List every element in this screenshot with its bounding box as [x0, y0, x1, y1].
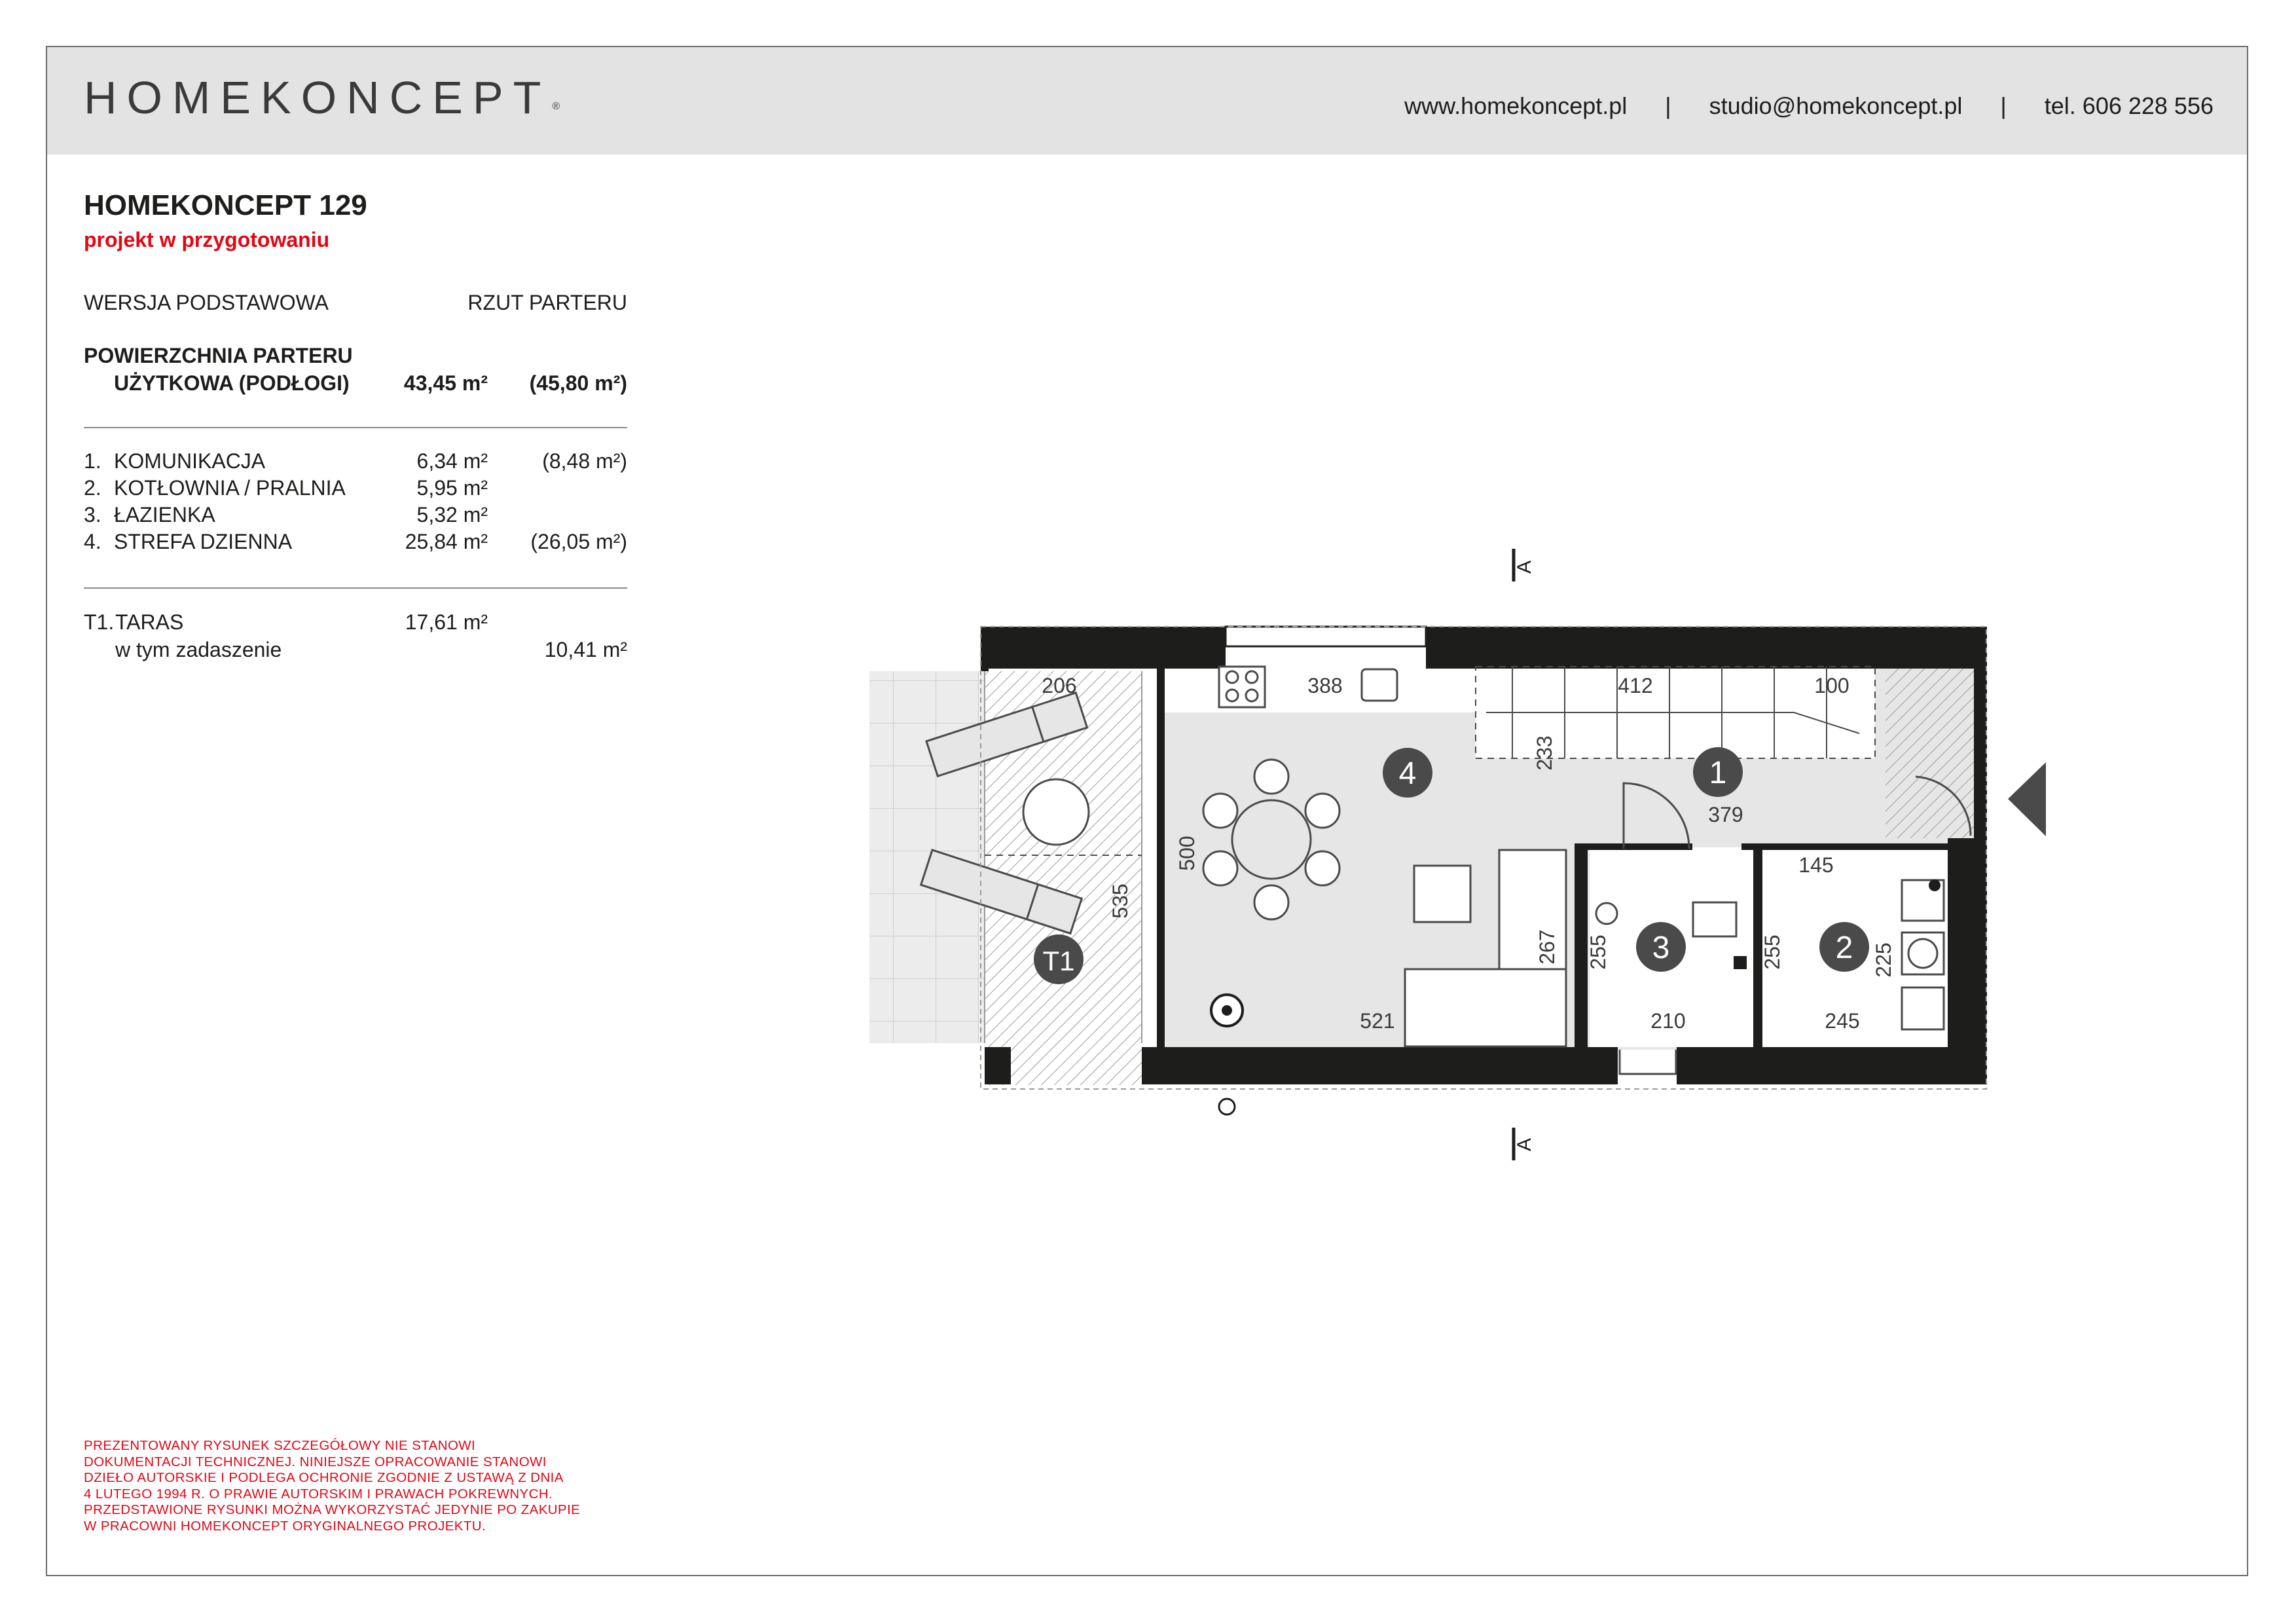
section-marker-bottom: [1514, 1128, 1535, 1160]
room-area: 6,34 m²: [416, 449, 488, 473]
kitchen-sink: [1362, 669, 1397, 701]
email-link[interactable]: studio@homekoncept.pl: [1709, 92, 1963, 119]
separator: |: [2000, 92, 2007, 119]
terrace-covered-label: w tym zadaszenie: [115, 638, 282, 661]
entrance-arrow-icon: [2008, 762, 2046, 836]
room-floor-area: (26,05 m²): [530, 530, 627, 553]
room-number: 1.: [84, 449, 101, 473]
room-number: 2.: [84, 476, 101, 500]
room-floor-area: (8,48 m²): [542, 449, 627, 473]
svg-text:T1: T1: [1042, 946, 1075, 976]
view-label: RZUT PARTERU: [467, 291, 627, 314]
room-name: STREFA DZIENNA: [114, 530, 293, 553]
legal-disclaimer: PREZENTOWANY RYSUNEK SZCZEGÓŁOWY NIE STANOWI DOKUMENTACJI TECHNICZNEJ. NINIEJSZE OPRACOWANIE STANOWI DZIEŁO AUTORSKIE I PODLEGA OCHRONIE ZGODNIE Z USTAWĄ Z DNIA 4 LUTEGO 1994 R. O PRAWIE AUTORSKIM I PRAWACH POKREWNYCH. PRZEDSTAWIONE RYSUNKI MOŻNA WYKORZYSTAĆ JEDYNIE PO ZAKUPIE W PRACOWNI HOMEKONCEPT ORYGINALNEGO PROJEKTU.: [84, 1438, 581, 1534]
room-name: KOMUNIKACJA: [114, 449, 266, 473]
dimension-label: 412: [1618, 674, 1653, 697]
project-status: projekt w przygotowaniu: [84, 228, 330, 251]
svg-text:A: A: [1514, 1137, 1535, 1152]
room-number: 4.: [84, 530, 101, 553]
room-badge-3: [1636, 922, 1686, 972]
terrace-covered-area: 10,41 m²: [544, 638, 627, 661]
dimension-label: 535: [1108, 883, 1132, 919]
room-area: 5,32 m²: [416, 503, 488, 526]
wardrobe: [1886, 667, 1974, 838]
window: [1226, 627, 1426, 646]
dimension-label: 206: [1042, 674, 1077, 697]
cooktop: [1219, 667, 1265, 707]
separator: |: [1665, 92, 1671, 119]
room-badge-2: [1819, 922, 1869, 972]
website-link[interactable]: www.homekoncept.pl: [1404, 92, 1628, 119]
terrace-table: [1023, 779, 1089, 845]
dimension-label: 245: [1825, 1009, 1860, 1033]
dimension-label: 267: [1535, 929, 1559, 965]
area-label-line2: UŻYTKOWA (PODŁOGI): [114, 371, 350, 395]
room-badge-t1: [1034, 934, 1084, 984]
dimension-label: 255: [1760, 934, 1784, 970]
dimension-label: 255: [1586, 934, 1610, 970]
usable-area-value: 43,45 m²: [403, 371, 488, 395]
dimension-label: 100: [1814, 674, 1850, 697]
coffee-table: [1414, 866, 1470, 922]
floor-area-value: (45,80 m²): [529, 371, 627, 395]
svg-text:2: 2: [1835, 931, 1853, 965]
chimney-marker: [1219, 1099, 1235, 1115]
project-title: HOMEKONCEPT 129: [84, 189, 367, 221]
svg-text:4: 4: [1398, 756, 1417, 791]
version-label: WERSJA PODSTAWOWA: [84, 291, 329, 314]
dimension-label: 500: [1175, 836, 1199, 871]
brand-logo: HOMEKONCEPT ®: [84, 72, 560, 123]
phone-number: tel. 606 228 556: [2044, 92, 2214, 119]
room-badge-4: [1383, 748, 1432, 798]
toilet: [1596, 903, 1617, 924]
dimension-label: 521: [1360, 1009, 1395, 1033]
area-label-line1: POWIERZCHNIA PARTERU: [84, 344, 353, 367]
room-badge-1: [1693, 747, 1743, 797]
dimension-label: 233: [1533, 735, 1556, 771]
terrace-name: TARAS: [115, 610, 184, 634]
boiler-room-appliances: [1902, 879, 1944, 1029]
svg-text:1: 1: [1709, 756, 1727, 790]
room-area: 5,95 m²: [416, 476, 488, 500]
floor-drain: [1734, 956, 1747, 969]
section-marker-top: [1514, 549, 1535, 581]
room-number: 3.: [84, 503, 101, 526]
dimension-label: 210: [1650, 1009, 1686, 1033]
room-name: ŁAZIENKA: [114, 503, 215, 526]
dimension-label: 379: [1708, 803, 1743, 826]
room-area: 25,84 m²: [405, 530, 488, 553]
terrace-number: T1.: [84, 610, 115, 634]
dimension-label: 145: [1798, 853, 1834, 877]
svg-text:3: 3: [1652, 931, 1670, 965]
room-name: KOTŁOWNIA / PRALNIA: [114, 476, 346, 500]
dimension-label: 225: [1872, 942, 1895, 978]
washbasin: [1693, 902, 1736, 936]
svg-text:A: A: [1514, 560, 1535, 574]
terrace-area: 17,61 m²: [405, 610, 488, 634]
dimension-label: 388: [1307, 674, 1343, 697]
